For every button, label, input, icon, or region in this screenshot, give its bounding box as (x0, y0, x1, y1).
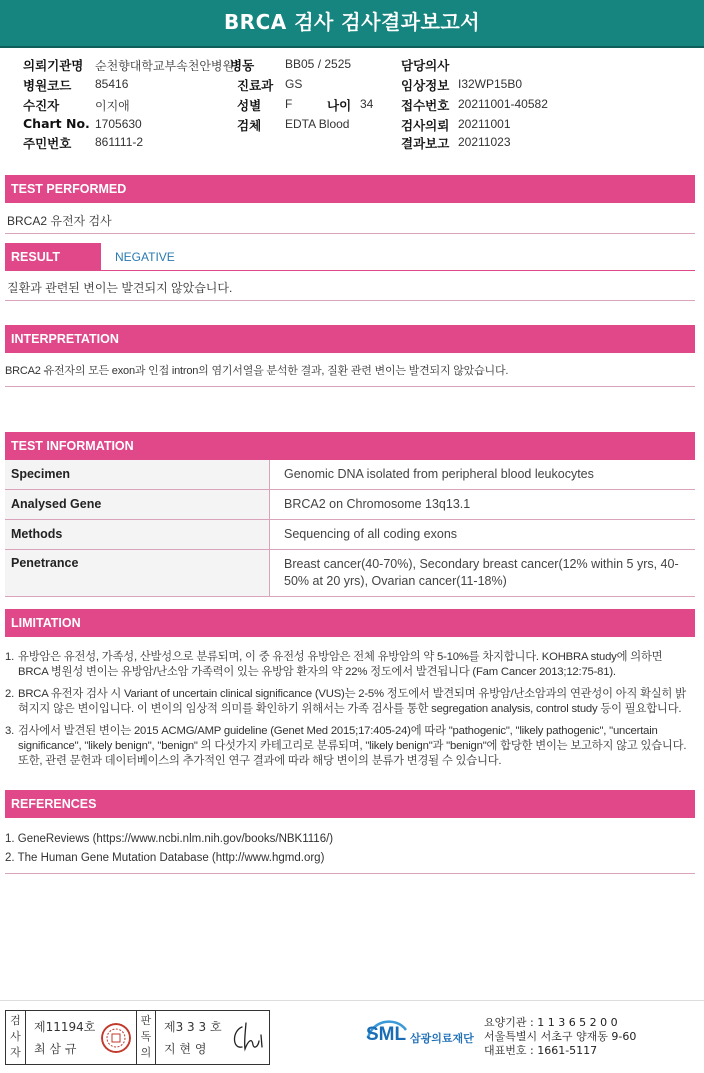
row-value: Breast cancer(40-70%), Secondary breast cancer(12% within 5 yrs, 40-50% at 20 yrs), Ovarian cancer(11-18%) (270, 550, 696, 597)
test-information-heading: TEST INFORMATION (5, 432, 695, 460)
row-value: Genomic DNA isolated from peripheral blood leukocytes (270, 460, 696, 490)
tester-license: 제11194호 (34, 1020, 96, 1034)
doctor-label: 담당의사 (401, 58, 450, 73)
clinical-info-label: 임상정보 (401, 78, 450, 93)
request-label: 검사의뢰 (401, 118, 450, 133)
footer-divider (0, 1000, 704, 1001)
row-key: Specimen (5, 460, 270, 490)
dept-label: 진료과 (237, 78, 274, 93)
id-label: 주민번호 (23, 136, 72, 151)
logo-text: SML (366, 1024, 407, 1045)
reviewer-label-text: 판독의 (140, 1014, 152, 1059)
lab-phone: 대표번호 : 1661-5117 (484, 1044, 598, 1057)
reviewer-signature-icon (228, 1017, 268, 1057)
test-performed-text: BRCA2 유전자 검사 (7, 214, 112, 228)
patient-value: 이지애 (95, 99, 130, 113)
result-row (5, 243, 695, 271)
ward-value: BB05 / 2525 (285, 57, 352, 71)
list-item (5, 650, 693, 680)
references-list (5, 830, 333, 868)
accession-label: 접수번호 (401, 98, 450, 113)
lab-address: 서울특별시 서초구 양재동 9-60 (484, 1030, 637, 1043)
divider (5, 873, 695, 874)
interpretation-heading: INTERPRETATION (5, 325, 695, 353)
references-heading: REFERENCES (5, 790, 695, 818)
sex-label: 성별 (237, 98, 262, 113)
row-key: Penetrance (5, 550, 270, 597)
foundation-name: 삼광의료재단 (410, 1032, 474, 1045)
lab-info (484, 1016, 636, 1058)
reviewer-name: 지 현 영 (164, 1042, 207, 1056)
ward-label: 병동 (230, 58, 255, 73)
interpretation-text: BRCA2 유전자의 모든 exon과 인접 intron의 염기서열을 분석한 결과, 질환 관련 변이는 발견되지 않았습니다. (5, 365, 509, 377)
report-value: 20211023 (458, 135, 511, 149)
limitation-heading: LIMITATION (5, 609, 695, 637)
list-item (5, 687, 693, 717)
test-information-table (5, 460, 695, 597)
list-item (5, 724, 693, 769)
age-value: 34 (360, 97, 374, 111)
sex-value: F (285, 97, 293, 111)
divider (5, 233, 695, 234)
age-label: 나이 (327, 98, 352, 113)
row-value: Sequencing of all coding exons (270, 520, 696, 550)
row-value: BRCA2 on Chromosome 13q13.1 (270, 490, 696, 520)
item-text: BRCA 유전자 검사 시 Variant of uncertain clinical significance (VUS)는 2-5% 정도에서 발견되며 유방암/난소암과의 연관성이 아직 확실히 밝혀지지 않은 변이입니다. 이 변이의 임상적 의미를 확인하기 위해서는 가족 검사를 통한 segregation analysis, control study 등이 필요합니다. (18, 688, 686, 715)
limitation-list (5, 650, 693, 776)
table-row (5, 460, 695, 490)
institution-label: 의뢰기관명 (23, 58, 84, 73)
specimen-label: 검체 (237, 118, 262, 133)
result-underline (101, 270, 695, 271)
test-performed-heading: TEST PERFORMED (5, 175, 695, 203)
signature-box (5, 1010, 270, 1065)
item-number: 2. (5, 688, 15, 700)
dept-value: GS (285, 77, 303, 91)
title-divider (0, 46, 704, 48)
result-text: 질환과 관련된 변이는 발견되지 않았습니다. (7, 281, 233, 295)
divider (5, 386, 695, 387)
result-heading: RESULT (5, 243, 101, 271)
patient-label: 수진자 (23, 98, 60, 113)
chart-value: 1705630 (95, 117, 142, 131)
specimen-value: EDTA Blood (285, 117, 350, 131)
report-title: BRCA 검사 검사결과보고서 (0, 0, 704, 46)
id-value: 861111-2 (95, 135, 144, 149)
hospital-code-value: 85416 (95, 77, 129, 91)
item-text: 검사에서 발견된 변이는 2015 ACMG/AMP guideline (Genet Med 2015;17:405-24)에 따라 "pathogenic", "likely pathogenic", "uncertain significance", "likely benign", "benign" 의 다섯가지 카테고리로 분류되며, "likely benign"과 "benign"에 합당한 변이는 보고하지 않고 있습니다. 또한, 관련 문헌과 데이터베이스의 추가적인 연구 결과에 따라 해당 변이의 분류가 변경될 수 있습니다. (18, 725, 687, 767)
table-row (5, 490, 695, 520)
tester-seal-icon (101, 1023, 131, 1053)
tester-label (6, 1011, 26, 1064)
lab-code: 요양기관 : 1 1 3 6 5 2 0 0 (484, 1016, 618, 1029)
reference-item: 1. GeneReviews (https://www.ncbi.nlm.nih.gov/books/NBK1116/) (5, 833, 334, 845)
clinical-info-value: I32WP15B0 (458, 77, 523, 91)
reference-item: 2. The Human Gene Mutation Database (http://www.hgmd.org) (5, 852, 325, 864)
reviewer-license: 제3 3 3 호 (164, 1020, 222, 1034)
row-key: Methods (5, 520, 270, 550)
request-value: 20211001 (458, 117, 511, 131)
accession-value: 20211001-40582 (458, 97, 548, 111)
reviewer-label (136, 1011, 156, 1064)
result-value: NEGATIVE (115, 250, 175, 264)
chart-label: Chart No. (23, 116, 90, 131)
row-key: Analysed Gene (5, 490, 270, 520)
item-text: 유방암은 유전성, 가족성, 산발성으로 분류되며, 이 중 유전성 유방암은 전체 유방암의 약 5-10%를 차지합니다. KOHBRA study에 의하면 BRCA 병원성 변이는 유방암/난소암 가족력이 있는 유방암 환자의 약 22% 정도에서 발견됩니다 (Fam Cancer 2013;12:75-81). (18, 651, 663, 678)
divider (5, 300, 695, 301)
hospital-code-label: 병원코드 (23, 78, 72, 93)
institution-value: 순천향대학교부속천안병원 (95, 59, 235, 73)
table-row (5, 520, 695, 550)
item-number: 3. (5, 725, 15, 737)
item-number: 1. (5, 651, 15, 663)
tester-label-text: 검사자 (10, 1014, 21, 1059)
sml-logo (366, 1016, 478, 1060)
table-row (5, 550, 695, 597)
tester-name: 최 삼 규 (34, 1042, 77, 1056)
report-label: 결과보고 (401, 136, 450, 151)
